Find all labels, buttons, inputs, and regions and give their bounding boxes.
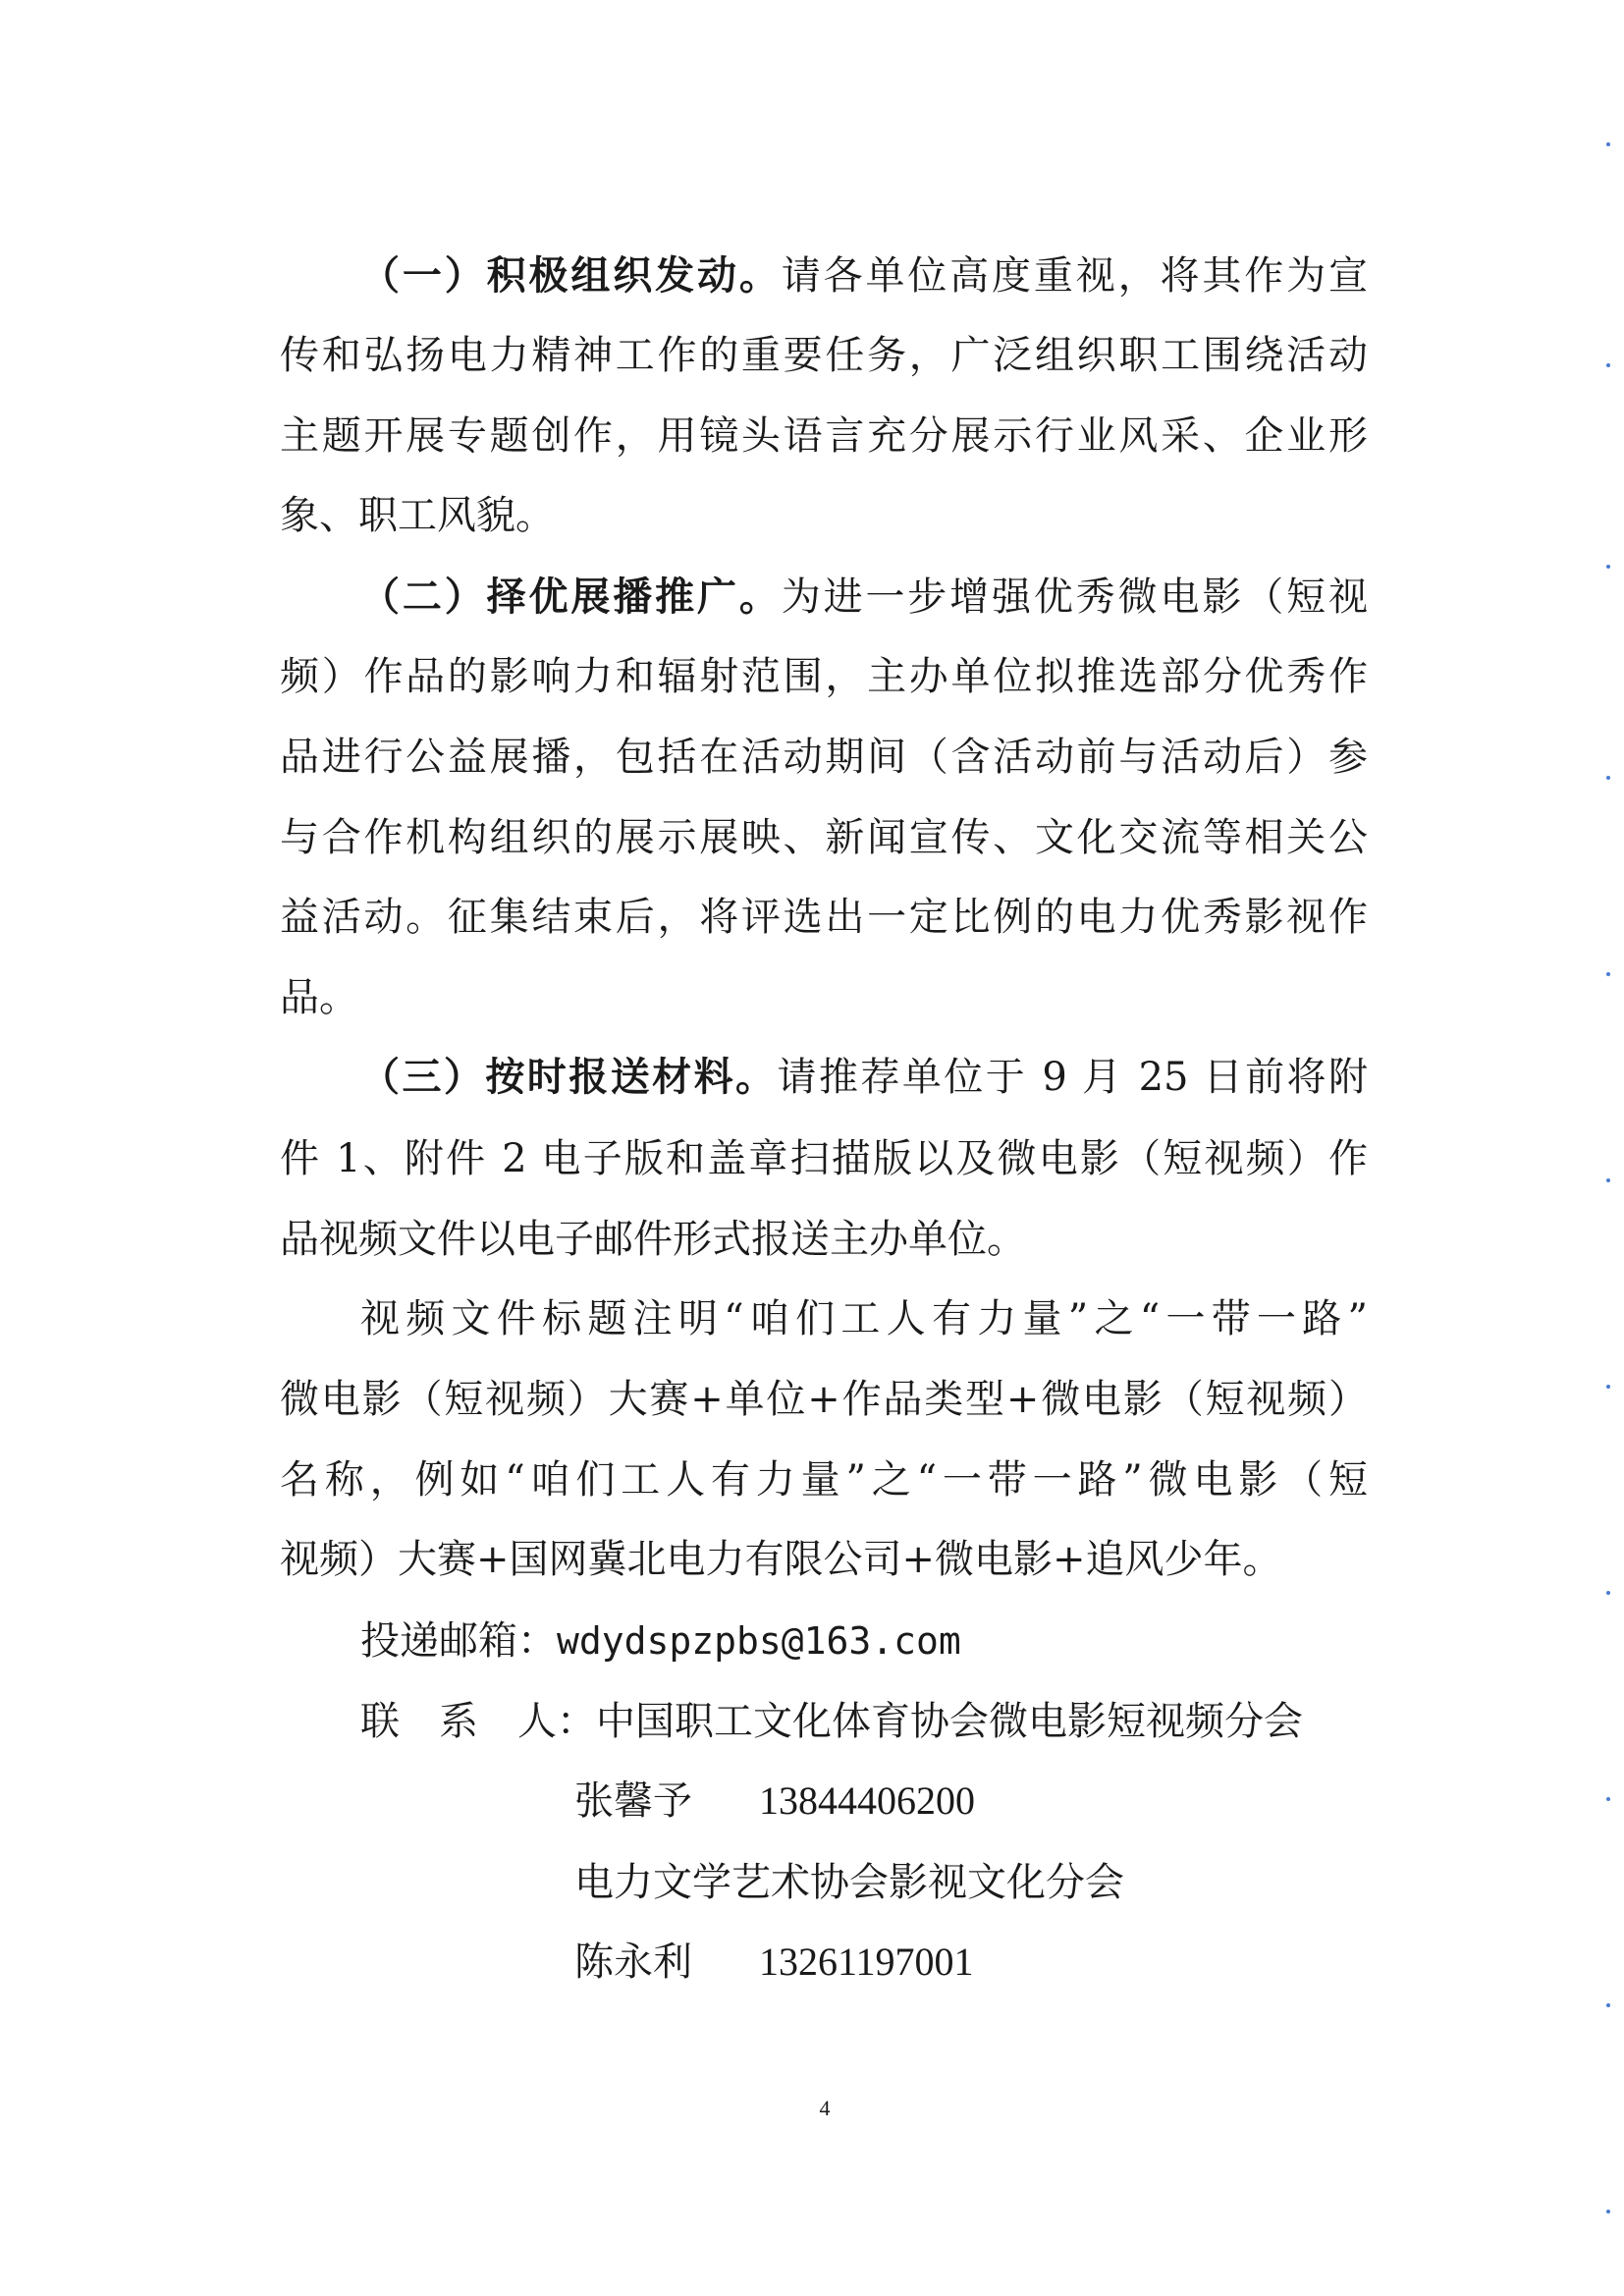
- scan-mark: [1606, 2210, 1610, 2214]
- section1-heading: （一）积极组织发动。: [360, 252, 782, 299]
- contact-person-2: 陈永利: [574, 1940, 692, 1985]
- email-address[interactable]: wdydspzpbs@163.com: [557, 1619, 961, 1663]
- contact-phone-2: 13261197001: [759, 1940, 974, 1984]
- section2-first-line: [360, 570, 1368, 625]
- section2-line-2: 品进行公益展播，包括在活动期间（含活动前与活动后）参: [280, 735, 1368, 780]
- contact-org-2: 电力文学艺术协会影视文化分会: [574, 1860, 1124, 1905]
- section1-first-line: [360, 248, 1368, 303]
- note-line-2: 名称，例如“咱们工人有力量”之“一带一路”微电影（短: [280, 1457, 1368, 1503]
- section2-line-4: 益活动。征集结束后，将评选出一定比例的电力优秀影视作: [280, 895, 1368, 940]
- scan-mark: [1606, 776, 1610, 780]
- section2-line-0: 为进一步增强优秀微电影（短视: [781, 574, 1369, 620]
- section3-heading: （三）按时报送材料。: [360, 1054, 778, 1100]
- contact-org-1: 中国职工文化体育协会微电影短视频分会: [596, 1699, 1303, 1744]
- section2-line-3: 与合作机构组织的展示展映、新闻宣传、文化交流等相关公: [280, 815, 1368, 860]
- scan-mark: [1606, 1178, 1610, 1182]
- section1-line-3: 象、职工风貌。: [280, 493, 555, 538]
- contact-label: 联 系 人：: [360, 1699, 596, 1744]
- contact-person-1: 张馨予: [574, 1778, 692, 1824]
- section2-line-1: 频）作品的影响力和辐射范围，主办单位拟推选部分优秀作: [280, 654, 1368, 699]
- section3-line-1: 件 1、附件 2 电子版和盖章扫描版以及微电影（短视频）作: [280, 1136, 1368, 1181]
- note-line-0: 视频文件标题注明“咱们工人有力量”之“一带一路”: [360, 1296, 1368, 1341]
- email-row: [360, 1613, 961, 1668]
- section1-line-0: 请各单位高度重视，将其作为宣: [781, 253, 1369, 299]
- scan-mark: [1606, 1385, 1610, 1389]
- scan-mark: [1606, 363, 1610, 367]
- page-number: 4: [819, 2096, 831, 2120]
- note-line-1: 微电影（短视频）大赛+单位+作品类型+微电影（短视频）: [280, 1377, 1368, 1422]
- scan-mark: [1606, 2003, 1610, 2007]
- scan-mark: [1606, 1797, 1610, 1801]
- section3-line-2: 品视频文件以电子邮件形式报送主办单位。: [280, 1217, 1026, 1262]
- section3-first-line: [360, 1050, 1368, 1105]
- email-label: 投递邮箱：: [360, 1618, 557, 1664]
- scan-mark: [1606, 1591, 1610, 1595]
- contact-row: [360, 1694, 1303, 1749]
- section2-heading: （二）择优展播推广。: [360, 574, 782, 620]
- section3-line-0: 请推荐单位于 9 月 25 日前将附: [777, 1055, 1368, 1100]
- section1-line-2: 主题开展专题创作，用镜头语言充分展示行业风采、企业形: [280, 413, 1368, 459]
- section1-line-1: 传和弘扬电力精神工作的重要任务，广泛组织职工围绕活动: [280, 333, 1368, 378]
- scan-mark: [1606, 142, 1610, 146]
- note-line-3: 视频）大赛+国网冀北电力有限公司+微电影+追风少年。: [280, 1537, 1282, 1582]
- scan-mark: [1606, 972, 1610, 976]
- scan-mark: [1606, 565, 1610, 569]
- contact-phone-1: 13844406200: [759, 1778, 975, 1823]
- section2-line-5: 品。: [280, 975, 358, 1020]
